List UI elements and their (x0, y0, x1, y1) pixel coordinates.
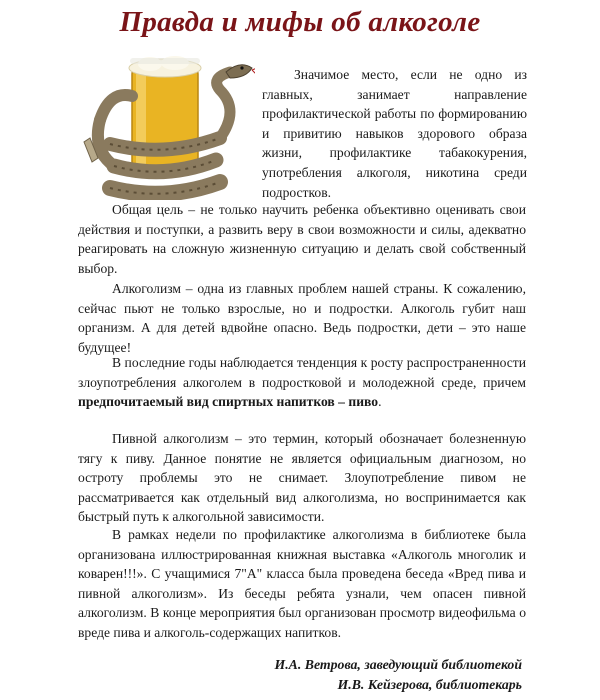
beer-mug-snake-icon (70, 50, 255, 200)
paragraph-beer-alcoholism: Пивной алкоголизм – это термин, который обозначает болезненную тягу к пиву. Данное понятие не является официальным диагнозом, но остроту проблемы это не снимает. Злоупотребление пивом не рассматривается как отдельный вид алкоголизма, но воспринимается как быстрый путь к алкогольной зависимости. (78, 431, 526, 525)
paragraph-trend (78, 353, 526, 412)
intro-paragraph: Значимое место, если не одно из главных, занимает направление профилактической работы по формированию и привитию навыков здорового образа жизни, профилактике табакокурения, употребления алкоголя, никотина среди подростков. (262, 67, 527, 200)
paragraph-event: В рамках недели по профилактике алкоголизма в библиотеке была организована иллюстрированная книжная выставка «Алкоголь многолик и коварен!!!». С учащимися 7"А" класса была проведена беседа «Вред пива и пивной алкоголизм». Из беседы ребята узнали, чем опасен пивной алкоголизм. В конце мероприятия был организован просмотр видеофильма о вреде пива и алкоголь-содержащих напитков. (78, 527, 526, 640)
signature-librarian-head: И.А. Ветрова, заведующий библиотекой (274, 657, 522, 672)
trend-end: . (378, 394, 382, 410)
paragraph-alcoholism: Алкоголизм – одна из главных проблем нашей страны. К сожалению, сейчас пьют не только взрослые, но и подростки. Алкоголь губит наш организм. А для детей вдвойне опасно. Ведь подростки, дети – это наше будущее! (78, 281, 526, 355)
trend-bold-text: предпочитаемый вид спиртных напитков – пиво (78, 394, 379, 410)
page-title: Правда и мифы об алкоголе (119, 6, 481, 38)
signature-librarian: И.В. Кейзерова, библиотекарь (337, 677, 522, 692)
trend-text: В последние годы наблюдается тенденция к росту распространенности злоупотребления алкоголем в подростковой и молодежной среде, причем (78, 355, 526, 390)
paragraph-goal: Общая цель – не только научить ребенка объективно оценивать свои действия и поступки, а развить веру в свои возможности и силы, адекватно реагировать на сложную жизненную ситуацию и делать свой собственный выбор. (78, 202, 526, 276)
